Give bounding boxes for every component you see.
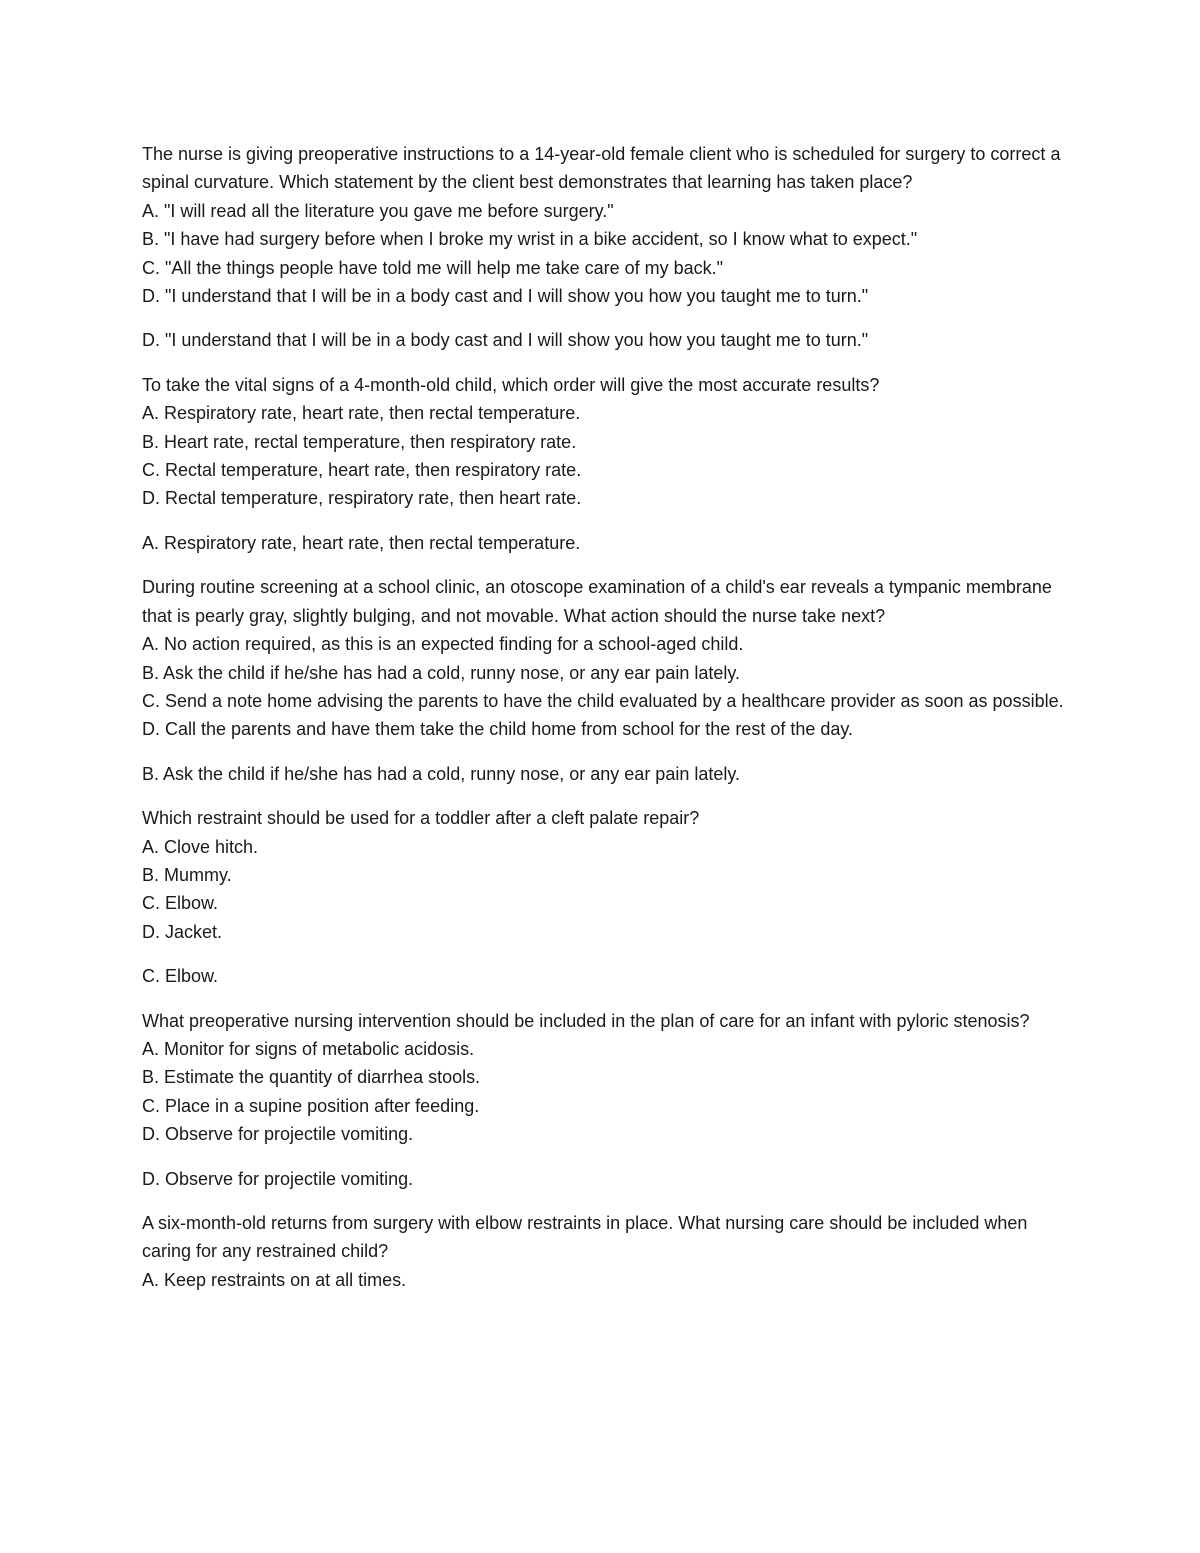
answer-option-d: D. Rectal temperature, respiratory rate, then heart rate. <box>142 488 582 509</box>
answer-option-b: B. Mummy. <box>142 864 232 885</box>
question-stem: Which restraint should be used for a toddler after a cleft palate repair? <box>142 808 700 829</box>
answer-option-a: A. Monitor for signs of metabolic acidosis. <box>142 1038 475 1059</box>
question-5 <box>142 1007 1072 1193</box>
correct-answer: D. "I understand that I will be in a body cast and I will show you how you taught me to turn." <box>142 330 869 351</box>
answer-option-b: B. Estimate the quantity of diarrhea stools. <box>142 1067 481 1088</box>
answer-option-b: B. "I have had surgery before when I broke my wrist in a bike accident, so I know what to expect." <box>142 229 918 250</box>
correct-answer: D. Observe for projectile vomiting. <box>142 1168 414 1189</box>
question-1 <box>142 140 1072 355</box>
question-2 <box>142 371 1072 557</box>
answer-option-c: C. "All the things people have told me will help me take care of my back." <box>142 257 724 278</box>
answer-option-a: A. Keep restraints on at all times. <box>142 1269 407 1290</box>
document-page <box>142 140 1072 1294</box>
answer-option-a: A. No action required, as this is an expected finding for a school-aged child. <box>142 634 744 655</box>
answer-option-c: C. Place in a supine position after feeding. <box>142 1095 480 1116</box>
question-4 <box>142 804 1072 990</box>
question-stem: The nurse is giving preoperative instructions to a 14-year-old female client who is scheduled for surgery to correct a spinal curvature. Which statement by the client best demonstrates that learning has taken place? <box>142 144 1061 193</box>
answer-option-d: D. Jacket. <box>142 921 223 942</box>
question-stem: What preoperative nursing intervention should be included in the plan of care for an infant with pyloric stenosis? <box>142 1010 1030 1031</box>
question-stem: A six-month-old returns from surgery with elbow restraints in place. What nursing care should be included when caring for any restrained child? <box>142 1213 1028 1262</box>
answer-option-a: A. "I will read all the literature you gave me before surgery." <box>142 200 614 221</box>
correct-answer: C. Elbow. <box>142 966 219 987</box>
answer-option-b: B. Ask the child if he/she has had a cold, runny nose, or any ear pain lately. <box>142 662 741 683</box>
question-3 <box>142 573 1072 788</box>
correct-answer: B. Ask the child if he/she has had a cold, runny nose, or any ear pain lately. <box>142 763 741 784</box>
answer-option-d: D. "I understand that I will be in a body cast and I will show you how you taught me to turn." <box>142 286 869 307</box>
answer-option-c: C. Send a note home advising the parents to have the child evaluated by a healthcare provider as soon as possible. <box>142 690 1064 711</box>
answer-option-c: C. Rectal temperature, heart rate, then respiratory rate. <box>142 460 582 481</box>
question-stem: To take the vital signs of a 4-month-old child, which order will give the most accurate results? <box>142 374 880 395</box>
question-6 <box>142 1209 1072 1294</box>
answer-option-d: D. Call the parents and have them take the child home from school for the rest of the day. <box>142 719 854 740</box>
correct-answer: A. Respiratory rate, heart rate, then rectal temperature. <box>142 532 581 553</box>
question-stem: During routine screening at a school clinic, an otoscope examination of a child's ear reveals a tympanic membrane that is pearly gray, slightly bulging, and not movable. What action should the nurse take next? <box>142 577 1052 626</box>
answer-option-a: A. Clove hitch. <box>142 836 259 857</box>
answer-option-b: B. Heart rate, rectal temperature, then respiratory rate. <box>142 431 577 452</box>
answer-option-c: C. Elbow. <box>142 893 219 914</box>
answer-option-a: A. Respiratory rate, heart rate, then rectal temperature. <box>142 403 581 424</box>
answer-option-d: D. Observe for projectile vomiting. <box>142 1124 414 1145</box>
